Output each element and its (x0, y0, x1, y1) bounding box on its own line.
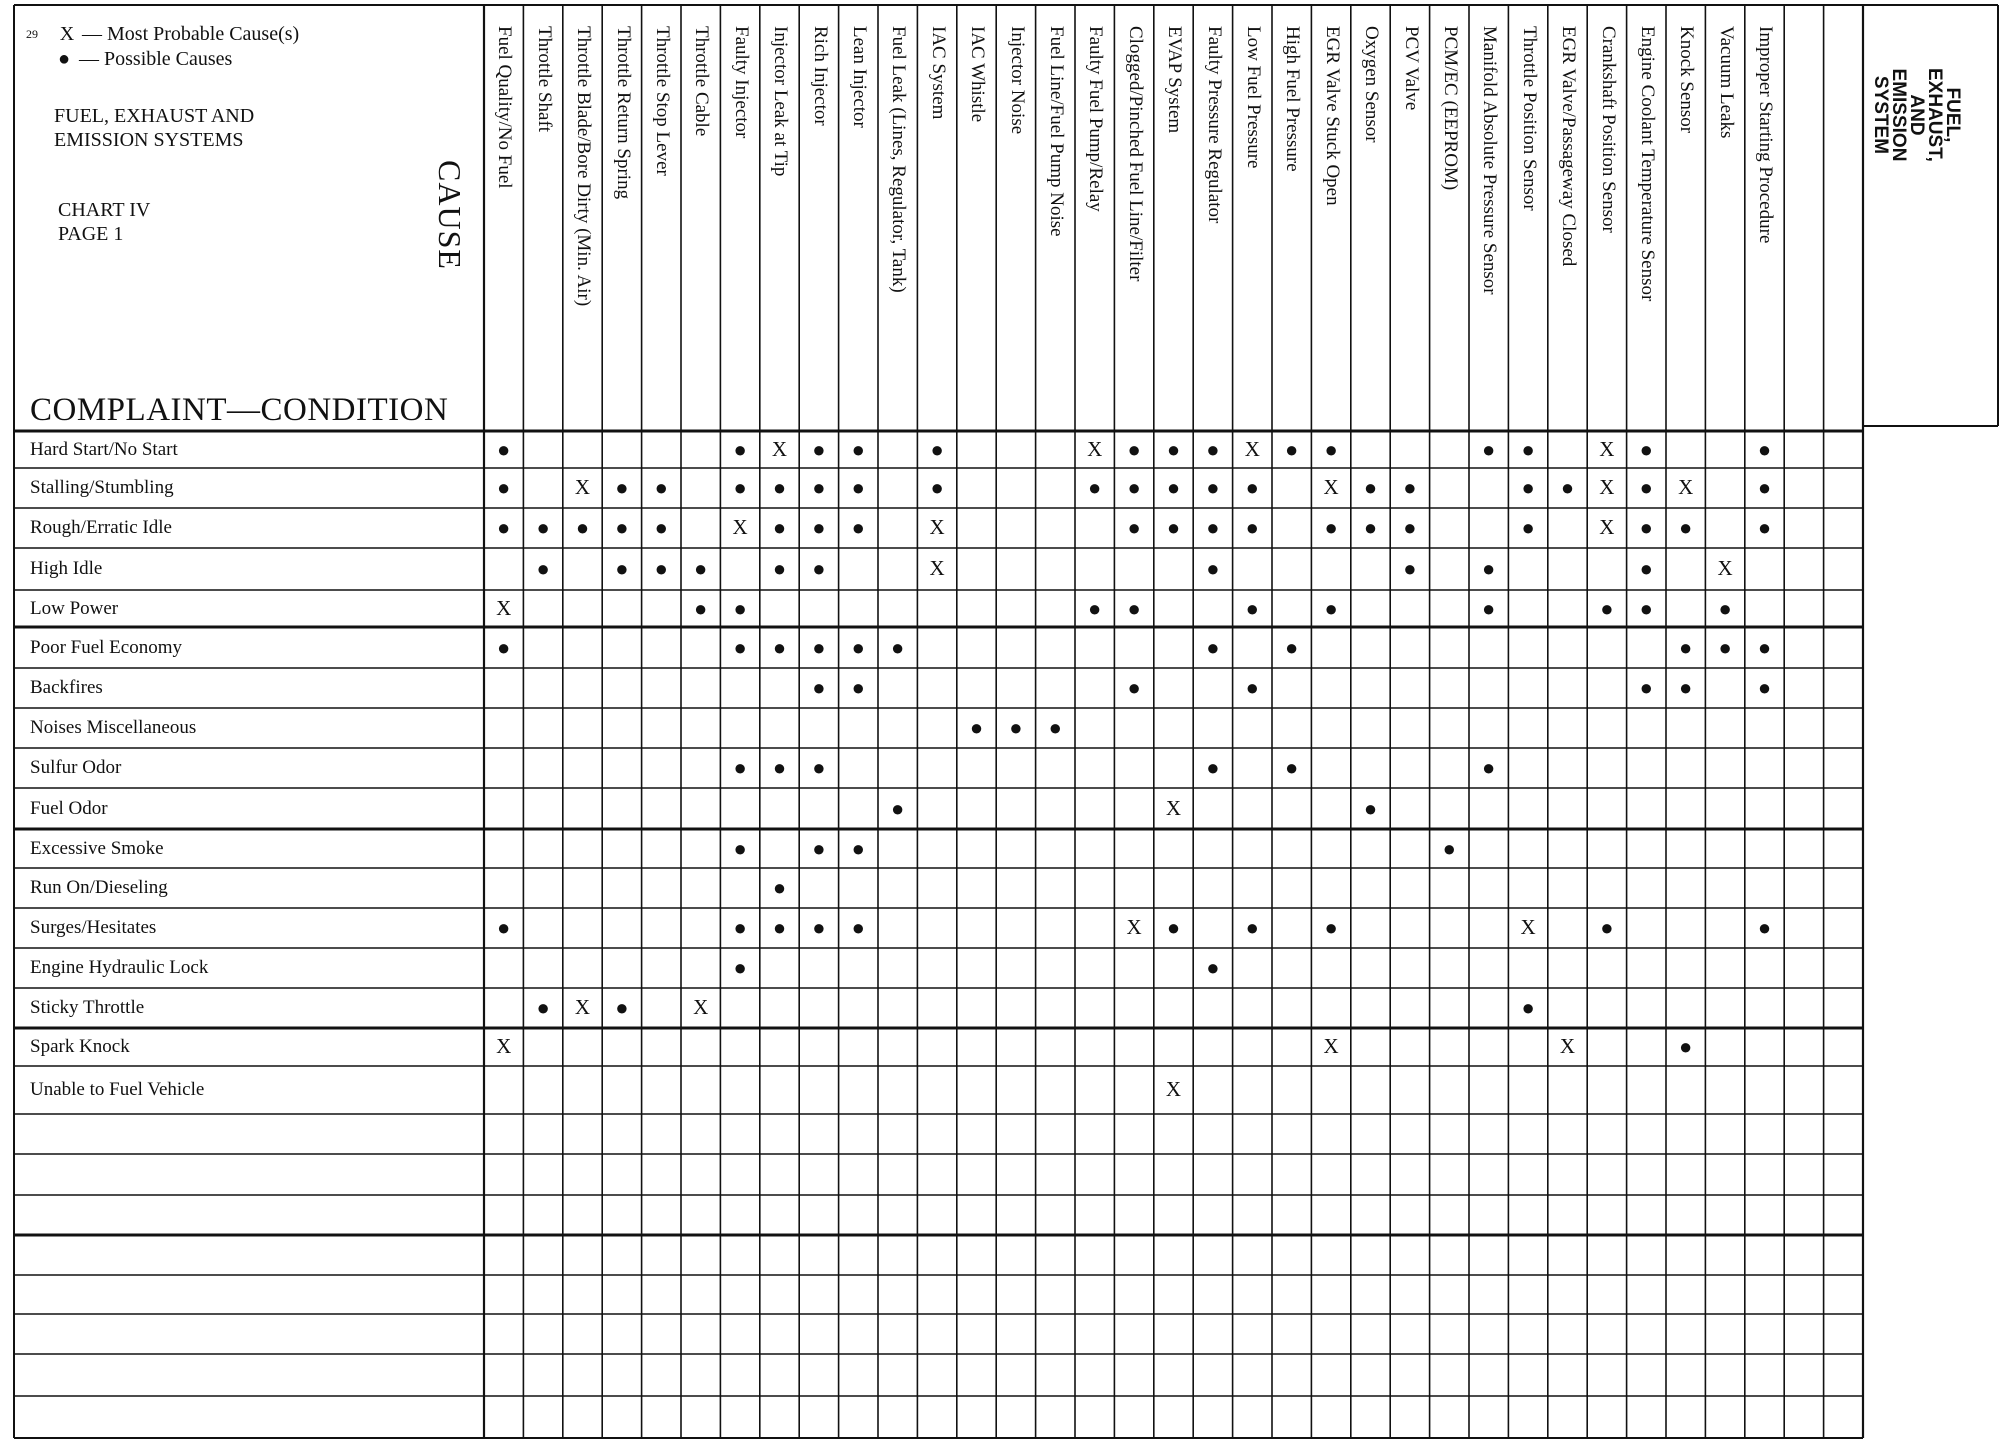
most-probable-cause-mark: X (574, 995, 591, 1019)
complaint-row-label: Stalling/Stumbling (30, 477, 174, 498)
possible-cause-mark: ● (1166, 915, 1181, 940)
possible-cause-mark: ● (1206, 755, 1220, 780)
most-probable-cause-mark: X (496, 1034, 512, 1058)
cause-column-label: IAC System (927, 26, 949, 120)
possible-cause-mark: ● (1521, 995, 1535, 1020)
possible-cause-mark: ● (1285, 634, 1299, 660)
cause-column-label: Injector Leak at Tip (770, 26, 792, 177)
cause-column-label: Clogged/Pinched Fuel Line/Filter (1124, 26, 1146, 282)
possible-cause-mark: ● (1757, 634, 1772, 660)
possible-cause-mark: ● (497, 515, 511, 540)
cause-column-label: Engine Coolant Temperature Sensor (1637, 26, 1658, 302)
cause-column-label: Fuel Line/Fuel Pump Noise (1046, 26, 1067, 237)
most-probable-symbol: X (59, 23, 75, 45)
cause-column-label: Injector Noise (1006, 26, 1028, 135)
possible-cause-mark: ● (969, 715, 984, 740)
possible-cause-mark: ● (1757, 436, 1772, 462)
cause-header: CAUSE (432, 160, 468, 270)
possible-cause-mark: ● (654, 515, 668, 540)
chart-label: CHART IV (58, 199, 151, 221)
possible-cause-mark: ● (575, 515, 590, 540)
possible-cause-mark: ● (1757, 515, 1772, 540)
most-probable-cause-mark: X (771, 436, 788, 461)
possible-cause-mark: ● (1639, 475, 1653, 500)
complaint-row-label: Unable to Fuel Vehicle (30, 1079, 205, 1100)
possible-cause-mark: ● (1245, 915, 1259, 940)
cause-column-label: Fuel Quality/No Fuel (494, 26, 516, 189)
most-probable-cause-mark: X (1678, 475, 1694, 499)
most-probable-cause-mark: X (1559, 1034, 1576, 1058)
possible-cause-mark: ● (851, 915, 865, 940)
possible-cause-mark: ● (1206, 436, 1220, 462)
possible-cause-mark: ● (1048, 715, 1062, 740)
possible-cause-mark: ● (772, 634, 787, 660)
possible-cause-mark: ● (1009, 715, 1023, 740)
cause-column-label: PCM/EC (EEPROM) (1440, 26, 1461, 191)
possible-cause-mark: ● (1088, 475, 1102, 500)
possible-cause-mark: ● (654, 556, 668, 581)
possible-cause-mark: ● (733, 915, 747, 940)
possible-cause-mark: ● (497, 634, 511, 660)
possible-cause-mark: ● (812, 515, 826, 540)
possible-cause-mark: ● (851, 436, 865, 462)
possible-cause-mark: ● (733, 955, 747, 980)
possible-cause-mark: ● (851, 634, 865, 660)
possible-cause-mark: ● (772, 915, 787, 940)
most-probable-cause-mark: X (1087, 436, 1103, 461)
possible-cause-mark: ● (1521, 475, 1535, 500)
complaint-condition-header: COMPLAINT—CONDITION (30, 392, 449, 428)
complaint-row-label: High Idle (30, 558, 103, 579)
cause-column-label: Throttle Blade/Bore Dirty (Min. Air) (573, 26, 595, 307)
possible-cause-mark: ● (930, 475, 944, 500)
possible-cause-mark: ● (1285, 436, 1299, 462)
possible-cause-mark: ● (1285, 755, 1299, 780)
cause-column-label: Rich Injector (809, 26, 831, 126)
possible-cause-mark: ● (1363, 515, 1378, 540)
most-probable-cause-mark: X (929, 515, 945, 539)
complaint-row-label: Hard Start/No Start (30, 438, 178, 460)
side-title: FUEL, EXHAUST, AND EMISSION SYSTEM (1870, 68, 1963, 162)
possible-cause-mark: ● (891, 634, 905, 660)
possible-cause-mark: ● (812, 915, 826, 940)
possible-cause-mark: ● (654, 475, 668, 500)
possible-cause-mark: ● (1718, 634, 1732, 660)
possible-cause-mark: ● (1127, 515, 1141, 540)
possible-cause-mark: ● (1403, 515, 1417, 540)
possible-cause-mark: ● (812, 634, 826, 660)
cause-column-label: Throttle Shaft (533, 26, 555, 133)
possible-cause-mark: ● (1639, 675, 1653, 700)
possible-cause-mark: ● (1600, 595, 1614, 621)
possible-cause-mark: ● (1639, 556, 1653, 581)
possible-cause-mark: ● (1324, 436, 1338, 462)
possible-cause-mark: ● (1127, 595, 1141, 621)
possible-cause-mark: ● (615, 475, 629, 500)
complaint-row-label: Fuel Odor (30, 797, 108, 819)
possible-cause-mark: ● (733, 595, 747, 621)
most-probable-cause-mark: X (929, 556, 945, 580)
possible-cause-mark: ● (891, 795, 905, 821)
possible-cause-mark: ● (1403, 556, 1417, 581)
possible-cause-mark: ● (1206, 515, 1220, 540)
possible-cause-mark: ● (733, 634, 747, 660)
most-probable-cause-mark: X (1520, 915, 1536, 939)
possible-cause-mark: ● (1639, 595, 1653, 621)
complaint-row-label: Excessive Smoke (30, 837, 164, 859)
possible-cause-mark: ● (1324, 915, 1338, 940)
most-probable-legend-text: — Most Probable Cause(s) (82, 23, 300, 45)
possible-cause-mark: ● (615, 556, 629, 581)
possible-cause-mark: ● (733, 755, 747, 780)
possible-cause-mark: ● (1403, 475, 1417, 500)
cause-column-label: Faulty Fuel Pump/Relay (1085, 26, 1107, 212)
possible-cause-mark: ● (851, 475, 865, 500)
cause-column-label: Low Fuel Pressure (1243, 26, 1264, 169)
complaint-row-label: Spark Knock (30, 1036, 130, 1057)
most-probable-cause-mark: X (1165, 1077, 1182, 1101)
possible-cause-mark: ● (1206, 475, 1220, 500)
cause-column-label: High Fuel Pressure (1282, 26, 1304, 172)
cause-column-label: Vacuum Leaks (1715, 26, 1737, 139)
possible-cause-mark: ● (733, 835, 747, 861)
cause-column-label: PCV Valve (1400, 26, 1422, 111)
most-probable-cause-mark: X (1599, 436, 1615, 461)
possible-cause-mark: ● (1324, 595, 1338, 621)
possible-cause-mark: ● (536, 515, 550, 540)
possible-cause-mark: ● (812, 436, 826, 462)
possible-cause-mark: ● (812, 755, 826, 780)
possible-cause-mark: ● (1482, 556, 1496, 581)
possible-cause-mark: ● (1245, 675, 1259, 700)
possible-cause-mark: ● (1166, 475, 1181, 500)
possible-cause-mark: ● (1127, 675, 1141, 700)
cause-column-label: EGR Valve/Passageway Closed (1558, 26, 1580, 267)
cause-column-label: Throttle Return Spring (612, 26, 634, 200)
possible-cause-mark: ● (851, 675, 865, 700)
possible-cause-mark: ● (772, 755, 787, 780)
possible-cause-mark: ● (1679, 675, 1693, 700)
cause-column-label: Knock Sensor (1676, 26, 1698, 134)
most-probable-cause-mark: X (1599, 515, 1615, 539)
complaint-row-label: Surges/Hesitates (30, 917, 157, 938)
most-probable-cause-mark: X (1717, 556, 1733, 580)
possible-cause-mark: ● (1679, 515, 1693, 540)
possible-cause-mark: ● (1166, 515, 1181, 540)
possible-cause-mark: ● (1679, 634, 1693, 660)
legend (26, 22, 299, 72)
cause-column-label: Throttle Position Sensor (1518, 26, 1540, 211)
cause-column-label: Oxygen Sensor (1361, 26, 1383, 143)
cause-column-label: EGR Valve Stuck Open (1321, 26, 1343, 206)
possible-cause-mark: ● (772, 875, 787, 900)
possible-cause-mark: ● (1482, 755, 1496, 780)
possible-cause-mark: ● (1245, 475, 1259, 500)
complaint-row-label: Sticky Throttle (30, 997, 145, 1018)
possible-cause-mark: ● (497, 436, 511, 462)
possible-cause-mark: ● (1363, 475, 1378, 500)
possible-cause-mark: ● (772, 556, 787, 581)
possible-cause-mark: ● (1206, 556, 1220, 581)
complaint-row-label: Sulfur Odor (30, 757, 122, 778)
possible-cause-mark: ● (772, 515, 787, 540)
possible-cause-mark: ● (1560, 475, 1575, 500)
chart-page-label (58, 198, 150, 246)
possible-cause-mark: ● (1679, 1034, 1693, 1059)
cause-column-label: Throttle Stop Lever (652, 26, 673, 176)
possible-cause-mark: ● (1521, 515, 1535, 540)
page-label: PAGE 1 (58, 223, 124, 245)
possible-cause-mark: ● (1127, 436, 1141, 462)
possible-cause-mark: ● (497, 475, 511, 500)
possible-cause-mark: ● (812, 556, 826, 581)
possible-cause-mark: ● (1127, 475, 1141, 500)
possible-cause-mark: ● (1639, 515, 1653, 540)
possible-cause-mark: ● (1757, 475, 1772, 500)
most-probable-cause-mark: X (1599, 475, 1615, 499)
possible-cause-mark: ● (812, 475, 826, 500)
most-probable-cause-mark: X (1165, 795, 1182, 820)
possible-cause-mark: ● (812, 675, 826, 700)
most-probable-cause-mark: X (1244, 436, 1260, 461)
possible-cause-mark: ● (615, 515, 629, 540)
possible-cause-mark: ● (1757, 915, 1772, 940)
possible-cause-mark: ● (694, 556, 708, 581)
possible-cause-mark: ● (615, 995, 629, 1020)
possible-cause-mark: ● (1600, 915, 1614, 940)
complaint-row-label: Poor Fuel Economy (30, 636, 182, 658)
possible-cause-mark: ● (772, 475, 787, 500)
complaint-row-label: Run On/Dieseling (30, 877, 168, 898)
cause-column-label: Manifold Absolute Pressure Sensor (1479, 26, 1501, 295)
most-probable-cause-mark: X (732, 515, 748, 539)
page-note: 29 (26, 27, 38, 41)
possible-cause-mark: ● (1363, 795, 1378, 821)
cause-column-label: EVAP System (1164, 26, 1186, 134)
possible-cause-mark: ● (930, 436, 944, 462)
possible-cause-mark: ● (497, 915, 511, 940)
possible-cause-mark: ● (1639, 436, 1653, 462)
system-title: FUEL, EXHAUST AND EMISSION SYSTEMS (54, 105, 255, 151)
cause-column-label: Faulty Pressure Regulator (1203, 26, 1225, 224)
possible-cause-mark: ● (536, 995, 550, 1020)
cause-column-label: Faulty Injector (730, 26, 752, 139)
cause-column-label: IAC Whistle (967, 26, 989, 123)
complaint-row-label: Noises Miscellaneous (30, 717, 197, 738)
complaint-row-label: Engine Hydraulic Lock (30, 957, 209, 978)
possible-cause-mark: ● (733, 436, 747, 462)
possible-cause-mark: ● (1442, 835, 1456, 861)
possible-cause-mark: ● (1088, 595, 1102, 621)
most-probable-cause-mark: X (1323, 1034, 1339, 1058)
possible-legend-text: — Possible Causes (79, 48, 233, 70)
most-probable-cause-mark: X (1323, 475, 1339, 499)
complaint-row-label: Low Power (30, 597, 119, 619)
most-probable-cause-mark: X (1126, 915, 1142, 939)
complaint-row-label: Rough/Erratic Idle (30, 517, 172, 538)
possible-cause-mark: ● (812, 835, 826, 861)
possible-cause-mark: ● (733, 475, 747, 500)
possible-cause-mark: ● (1482, 595, 1496, 621)
possible-cause-mark: ● (1482, 436, 1496, 462)
most-probable-cause-mark: X (496, 595, 512, 620)
cause-column-label: Lean Injector (849, 26, 870, 128)
possible-cause-mark: ● (1166, 436, 1181, 462)
cause-column-label: Crankshaft Position Sensor (1597, 26, 1619, 233)
possible-cause-mark: ● (851, 515, 865, 540)
possible-cause-mark: ● (694, 595, 708, 621)
cause-column-label: Improper Starting Procedure (1755, 26, 1777, 244)
possible-cause-mark: ● (1324, 515, 1338, 540)
possible-cause-mark: ● (1206, 634, 1220, 660)
possible-cause-mark: ● (1757, 675, 1772, 700)
cause-column-label: Fuel Leak (Lines, Regulator, Tank) (888, 26, 910, 293)
possible-cause-mark: ● (851, 835, 865, 861)
possible-cause-mark: ● (536, 556, 550, 581)
possible-cause-mark: ● (1206, 955, 1220, 980)
complaint-row-label: Backfires (30, 677, 103, 698)
possible-cause-mark: ● (1245, 515, 1259, 540)
possible-symbol: ● (57, 48, 71, 70)
cause-column-label: Throttle Cable (691, 26, 713, 137)
possible-cause-mark: ● (1245, 595, 1259, 621)
most-probable-cause-mark: X (574, 475, 591, 499)
possible-cause-mark: ● (1718, 595, 1732, 621)
most-probable-cause-mark: X (693, 995, 709, 1019)
possible-cause-mark: ● (1521, 436, 1535, 462)
